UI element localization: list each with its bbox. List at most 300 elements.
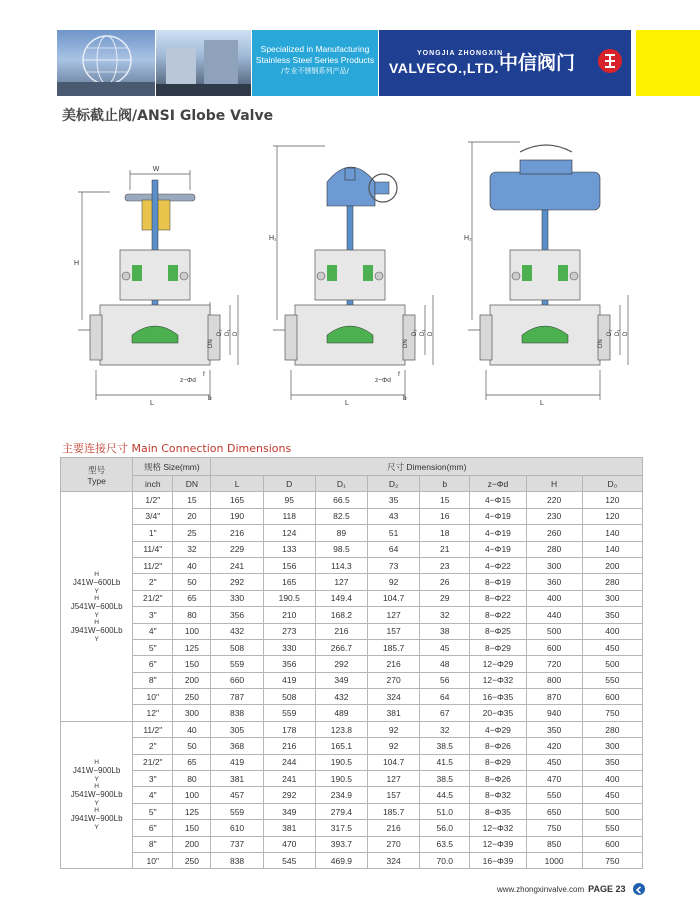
- type-header-cn: 型号: [88, 464, 106, 475]
- valve-drawings: [60, 130, 640, 410]
- table-cell: 70.0: [420, 852, 470, 868]
- table-cell: 3/4": [133, 508, 173, 524]
- table-cell: 123.8: [315, 721, 367, 737]
- column-header: D₂: [368, 476, 420, 492]
- table-cell: 21/2": [133, 590, 173, 606]
- table-cell: 650: [526, 803, 582, 819]
- table-cell: 2": [133, 574, 173, 590]
- table-cell: 229: [211, 541, 263, 557]
- tanks-photo: [156, 30, 251, 96]
- label-h: H: [74, 260, 80, 267]
- table-cell: 216: [368, 656, 420, 672]
- table-cell: 104.7: [368, 754, 420, 770]
- type-name: J541W−900Lb: [70, 790, 123, 800]
- table-cell: 38.5: [420, 738, 470, 754]
- table-cell: 66.5: [315, 492, 367, 508]
- table-cell: 360: [526, 574, 582, 590]
- table-cell: 280: [582, 574, 642, 590]
- table-cell: 64: [368, 541, 420, 557]
- column-header: z−Φd: [470, 476, 526, 492]
- table-row: [61, 492, 643, 508]
- table-row: [61, 656, 643, 672]
- table-cell: 292: [211, 574, 263, 590]
- table-cell: 279.4: [315, 803, 367, 819]
- table-cell: 16: [420, 508, 470, 524]
- table-row: [61, 623, 643, 639]
- table-header-row: [61, 458, 643, 476]
- table-cell: 470: [526, 771, 582, 787]
- label-d2: D₂: [217, 329, 223, 336]
- table-cell: 125: [173, 803, 211, 819]
- dimension-header: 尺寸 Dimension(mm): [211, 458, 643, 476]
- table-cell: 8": [133, 836, 173, 852]
- label-bolt: z−Φd: [180, 377, 196, 384]
- table-cell: 4−Φ19: [470, 508, 526, 524]
- table-cell: 45: [420, 639, 470, 655]
- table-cell: 3": [133, 771, 173, 787]
- type-mark: H: [94, 594, 99, 602]
- label-dn-3: DN: [598, 339, 604, 348]
- table-cell: 324: [368, 852, 420, 868]
- table-cell: 150: [173, 820, 211, 836]
- table-cell: 600: [526, 639, 582, 655]
- table-cell: 73: [368, 557, 420, 573]
- table-cell: 432: [315, 689, 367, 705]
- column-header: D₀: [582, 476, 642, 492]
- label-d1-3: D₁: [615, 329, 621, 336]
- table-cell: 250: [173, 689, 211, 705]
- table-cell: 356: [263, 656, 315, 672]
- table-cell: 104.7: [368, 590, 420, 606]
- table-cell: 559: [211, 656, 263, 672]
- page-title: 美标截止阀/ANSI Globe Valve: [62, 108, 274, 124]
- table-cell: 940: [526, 705, 582, 721]
- table-cell: 32: [420, 607, 470, 623]
- table-cell: 120: [582, 492, 642, 508]
- table-cell: 41.5: [420, 754, 470, 770]
- type-mark: Y: [94, 635, 99, 643]
- table-cell: 80: [173, 607, 211, 623]
- table-cell: 489: [315, 705, 367, 721]
- table-cell: 12−Φ32: [470, 672, 526, 688]
- table-cell: 266.7: [315, 639, 367, 655]
- table-cell: 12−Φ39: [470, 836, 526, 852]
- table-cell: 16−Φ35: [470, 689, 526, 705]
- brand-name: VALVECO.,LTD.: [389, 60, 499, 76]
- table-cell: 1000: [526, 852, 582, 868]
- type-header: [61, 458, 133, 492]
- type-cell: [61, 721, 133, 869]
- table-cell: 178: [263, 721, 315, 737]
- table-cell: 8−Φ29: [470, 639, 526, 655]
- table-cell: 149.4: [315, 590, 367, 606]
- table-cell: 350: [526, 721, 582, 737]
- table-cell: 11/2": [133, 721, 173, 737]
- table-cell: 244: [263, 754, 315, 770]
- table-cell: 273: [263, 623, 315, 639]
- table-cell: 124: [263, 525, 315, 541]
- table-cell: 15: [420, 492, 470, 508]
- table-row: [61, 852, 643, 868]
- table-cell: 15: [173, 492, 211, 508]
- table-cell: 20: [173, 508, 211, 524]
- table-cell: 21: [420, 541, 470, 557]
- table-cell: 349: [315, 672, 367, 688]
- brand-small: YONGJIA ZHONGXIN: [417, 50, 504, 57]
- table-cell: 56.0: [420, 820, 470, 836]
- type-name: J41W−600Lb: [72, 577, 121, 587]
- table-row: [61, 836, 643, 852]
- table-cell: 300: [526, 557, 582, 573]
- table-cell: 260: [526, 525, 582, 541]
- column-header: H: [526, 476, 582, 492]
- table-row: [61, 541, 643, 557]
- table-row: [61, 787, 643, 803]
- type-mark: H: [94, 783, 99, 791]
- tagline-cn: /专业不锈钢系列产品/: [281, 67, 349, 75]
- page-number: PAGE 23: [588, 884, 626, 894]
- table-cell: 25: [173, 525, 211, 541]
- footer-url: www.zhongxinvalve.com: [497, 885, 585, 894]
- table-cell: 1/2": [133, 492, 173, 508]
- column-header: D: [263, 476, 315, 492]
- table-cell: 48: [420, 656, 470, 672]
- table-cell: 100: [173, 787, 211, 803]
- label-dn: DN: [208, 339, 214, 348]
- table-cell: 38.5: [420, 771, 470, 787]
- table-cell: 4": [133, 623, 173, 639]
- table-cell: 157: [368, 787, 420, 803]
- table-cell: 100: [173, 623, 211, 639]
- table-cell: 43: [368, 508, 420, 524]
- footer: [497, 884, 626, 894]
- table-cell: 250: [173, 852, 211, 868]
- table-cell: 114.3: [315, 557, 367, 573]
- table-cell: 190.5: [315, 771, 367, 787]
- table-cell: 156: [263, 557, 315, 573]
- table-cell: 125: [173, 639, 211, 655]
- table-cell: 300: [582, 738, 642, 754]
- table-cell: 165: [263, 574, 315, 590]
- table-cell: 118: [263, 508, 315, 524]
- table-cell: 10": [133, 689, 173, 705]
- tagline-en-2: Stainless Steel Series Products: [255, 55, 375, 65]
- table-row: [61, 689, 643, 705]
- table-cell: 200: [582, 557, 642, 573]
- column-header: D₁: [315, 476, 367, 492]
- table-row: [61, 803, 643, 819]
- type-mark: Y: [94, 611, 99, 619]
- table-cell: 4−Φ15: [470, 492, 526, 508]
- table-cell: 200: [173, 672, 211, 688]
- table-cell: 51.0: [420, 803, 470, 819]
- table-row: [61, 508, 643, 524]
- table-cell: 3": [133, 607, 173, 623]
- table-cell: 450: [582, 639, 642, 655]
- table-cell: 292: [263, 787, 315, 803]
- table-cell: 330: [211, 590, 263, 606]
- table-cell: 8−Φ22: [470, 607, 526, 623]
- table-cell: 5": [133, 803, 173, 819]
- table-cell: 470: [263, 836, 315, 852]
- label-f: f: [203, 371, 205, 378]
- yellow-tab: [636, 30, 700, 96]
- table-cell: 300: [173, 705, 211, 721]
- table-cell: 241: [211, 557, 263, 573]
- table-cell: 8−Φ25: [470, 623, 526, 639]
- column-header: b: [420, 476, 470, 492]
- table-cell: 508: [211, 639, 263, 655]
- table-cell: 508: [263, 689, 315, 705]
- table-cell: 419: [263, 672, 315, 688]
- table-cell: 4−Φ22: [470, 557, 526, 573]
- table-cell: 150: [173, 656, 211, 672]
- table-cell: 850: [526, 836, 582, 852]
- table-cell: 500: [582, 656, 642, 672]
- table-cell: 720: [526, 656, 582, 672]
- table-cell: 750: [582, 852, 642, 868]
- table-cell: 89: [315, 525, 367, 541]
- table-cell: 12": [133, 705, 173, 721]
- table-cell: 300: [582, 590, 642, 606]
- table-cell: 393.7: [315, 836, 367, 852]
- table-row: [61, 705, 643, 721]
- table-cell: 737: [211, 836, 263, 852]
- table-cell: 32: [420, 721, 470, 737]
- tagline-en-1: Specialized in Manufacturing: [260, 44, 370, 54]
- table-cell: 469.9: [315, 852, 367, 868]
- table-cell: 29: [420, 590, 470, 606]
- table-cell: 400: [526, 590, 582, 606]
- type-mark: H: [94, 807, 99, 815]
- label-l: L: [150, 400, 154, 407]
- label-h2: H₂: [464, 235, 472, 242]
- label-l-2: L: [345, 400, 349, 407]
- table-cell: 140: [582, 541, 642, 557]
- table-row: [61, 771, 643, 787]
- table-cell: 200: [173, 836, 211, 852]
- table-cell: 545: [263, 852, 315, 868]
- table-cell: 165.1: [315, 738, 367, 754]
- table-cell: 20−Φ35: [470, 705, 526, 721]
- table-cell: 63.5: [420, 836, 470, 852]
- table-cell: 4": [133, 787, 173, 803]
- table-cell: 241: [263, 771, 315, 787]
- table-cell: 127: [368, 607, 420, 623]
- table-cell: 98.5: [315, 541, 367, 557]
- table-cell: 26: [420, 574, 470, 590]
- table-cell: 4−Φ19: [470, 525, 526, 541]
- table-cell: 600: [582, 836, 642, 852]
- type-mark: H: [94, 570, 99, 578]
- table-row: [61, 557, 643, 573]
- table-cell: 4−Φ29: [470, 721, 526, 737]
- table-cell: 8−Φ19: [470, 574, 526, 590]
- type-name: J941W−600Lb: [70, 625, 123, 635]
- column-header: inch: [133, 476, 173, 492]
- label-d-3: D: [623, 331, 629, 336]
- label-b-2: b: [403, 395, 407, 402]
- table-cell: 324: [368, 689, 420, 705]
- type-mark: H: [94, 759, 99, 767]
- table-cell: 600: [582, 689, 642, 705]
- table-cell: 350: [582, 607, 642, 623]
- table-cell: 216: [315, 623, 367, 639]
- table-row: [61, 738, 643, 754]
- table-cell: 127: [368, 771, 420, 787]
- table-cell: 190.5: [263, 590, 315, 606]
- table-cell: 317.5: [315, 820, 367, 836]
- table-cell: 610: [211, 820, 263, 836]
- table-cell: 559: [211, 803, 263, 819]
- table-cell: 92: [368, 738, 420, 754]
- table-cell: 190.5: [315, 754, 367, 770]
- table-cell: 8−Φ26: [470, 738, 526, 754]
- table-cell: 67: [420, 705, 470, 721]
- table-cell: 6": [133, 656, 173, 672]
- table-row: [61, 574, 643, 590]
- table-cell: 38: [420, 623, 470, 639]
- table-cell: 305: [211, 721, 263, 737]
- table-cell: 750: [582, 705, 642, 721]
- table-cell: 120: [582, 508, 642, 524]
- table-body: [61, 492, 643, 869]
- table-cell: 230: [526, 508, 582, 524]
- table-cell: 216: [368, 820, 420, 836]
- table-cell: 16−Φ39: [470, 852, 526, 868]
- label-d: D: [233, 331, 239, 336]
- label-d1-2: D₁: [420, 329, 426, 336]
- brand-logo-icon: [598, 49, 622, 73]
- table-cell: 11/2": [133, 557, 173, 573]
- table-cell: 12−Φ32: [470, 820, 526, 836]
- table-cell: 870: [526, 689, 582, 705]
- table-cell: 21/2": [133, 754, 173, 770]
- table-row: [61, 672, 643, 688]
- brand-cn: 中信阀门: [499, 52, 576, 74]
- type-name: J941W−900Lb: [70, 814, 123, 824]
- table-cell: 80: [173, 771, 211, 787]
- table-cell: 185.7: [368, 639, 420, 655]
- table-cell: 12−Φ29: [470, 656, 526, 672]
- table-cell: 140: [582, 525, 642, 541]
- label-h1: H₁: [269, 235, 277, 242]
- electric-valve-drawing: [460, 130, 630, 410]
- table-cell: 559: [263, 705, 315, 721]
- table-cell: 550: [582, 672, 642, 688]
- table-cell: 350: [582, 754, 642, 770]
- table-cell: 787: [211, 689, 263, 705]
- label-b: b: [208, 395, 212, 402]
- table-cell: 56: [420, 672, 470, 688]
- table-cell: 44.5: [420, 787, 470, 803]
- label-dn-2: DN: [403, 339, 409, 348]
- table-cell: 838: [211, 852, 263, 868]
- label-d1: D₁: [225, 329, 231, 336]
- table-cell: 50: [173, 574, 211, 590]
- table-cell: 168.2: [315, 607, 367, 623]
- table-cell: 660: [211, 672, 263, 688]
- table-cell: 381: [263, 820, 315, 836]
- table-cell: 432: [211, 623, 263, 639]
- table-cell: 838: [211, 705, 263, 721]
- table-cell: 750: [526, 820, 582, 836]
- table-cell: 5": [133, 639, 173, 655]
- table-cell: 368: [211, 738, 263, 754]
- page-header: [0, 30, 700, 96]
- table-cell: 8−Φ29: [470, 754, 526, 770]
- table-cell: 51: [368, 525, 420, 541]
- table-cell: 381: [211, 771, 263, 787]
- table-cell: 381: [368, 705, 420, 721]
- table-cell: 190: [211, 508, 263, 524]
- table-row: [61, 754, 643, 770]
- column-header-row: [61, 476, 643, 492]
- gear-valve-drawing: [265, 130, 435, 410]
- table-cell: 280: [582, 721, 642, 737]
- table-row: [61, 639, 643, 655]
- table-cell: 349: [263, 803, 315, 819]
- table-cell: 210: [263, 607, 315, 623]
- table-cell: 450: [526, 754, 582, 770]
- table-cell: 165: [211, 492, 263, 508]
- table-cell: 270: [368, 836, 420, 852]
- table-cell: 400: [582, 771, 642, 787]
- type-mark: Y: [94, 824, 99, 832]
- table-cell: 280: [526, 541, 582, 557]
- table-cell: 40: [173, 557, 211, 573]
- table-cell: 292: [315, 656, 367, 672]
- table-cell: 92: [368, 574, 420, 590]
- table-cell: 82.5: [315, 508, 367, 524]
- label-l-3: L: [540, 400, 544, 407]
- table-cell: 216: [211, 525, 263, 541]
- type-mark: Y: [94, 776, 99, 784]
- table-row: [61, 590, 643, 606]
- table-cell: 35: [368, 492, 420, 508]
- table-cell: 65: [173, 754, 211, 770]
- table-row: [61, 525, 643, 541]
- table-cell: 8−Φ35: [470, 803, 526, 819]
- label-bolt-2: z−Φd: [375, 377, 391, 384]
- table-cell: 420: [526, 738, 582, 754]
- label-d2-3: D₂: [607, 329, 613, 336]
- table-cell: 157: [368, 623, 420, 639]
- type-mark: Y: [94, 800, 99, 808]
- section-title: 主要连接尺寸 Main Connection Dimensions: [62, 442, 292, 455]
- type-cell: [61, 492, 133, 721]
- table-cell: 8": [133, 672, 173, 688]
- table-cell: 32: [173, 541, 211, 557]
- table-cell: 216: [263, 738, 315, 754]
- table-cell: 500: [582, 803, 642, 819]
- column-header: DN: [173, 476, 211, 492]
- table-cell: 10": [133, 852, 173, 868]
- table-cell: 550: [526, 787, 582, 803]
- table-cell: 2": [133, 738, 173, 754]
- table-cell: 500: [526, 623, 582, 639]
- table-cell: 18: [420, 525, 470, 541]
- table-cell: 400: [582, 623, 642, 639]
- table-row: [61, 820, 643, 836]
- table-cell: 8−Φ22: [470, 590, 526, 606]
- table-cell: 550: [582, 820, 642, 836]
- label-w: W: [152, 166, 160, 173]
- table-cell: 6": [133, 820, 173, 836]
- table-cell: 40: [173, 721, 211, 737]
- table-cell: 419: [211, 754, 263, 770]
- table-cell: 440: [526, 607, 582, 623]
